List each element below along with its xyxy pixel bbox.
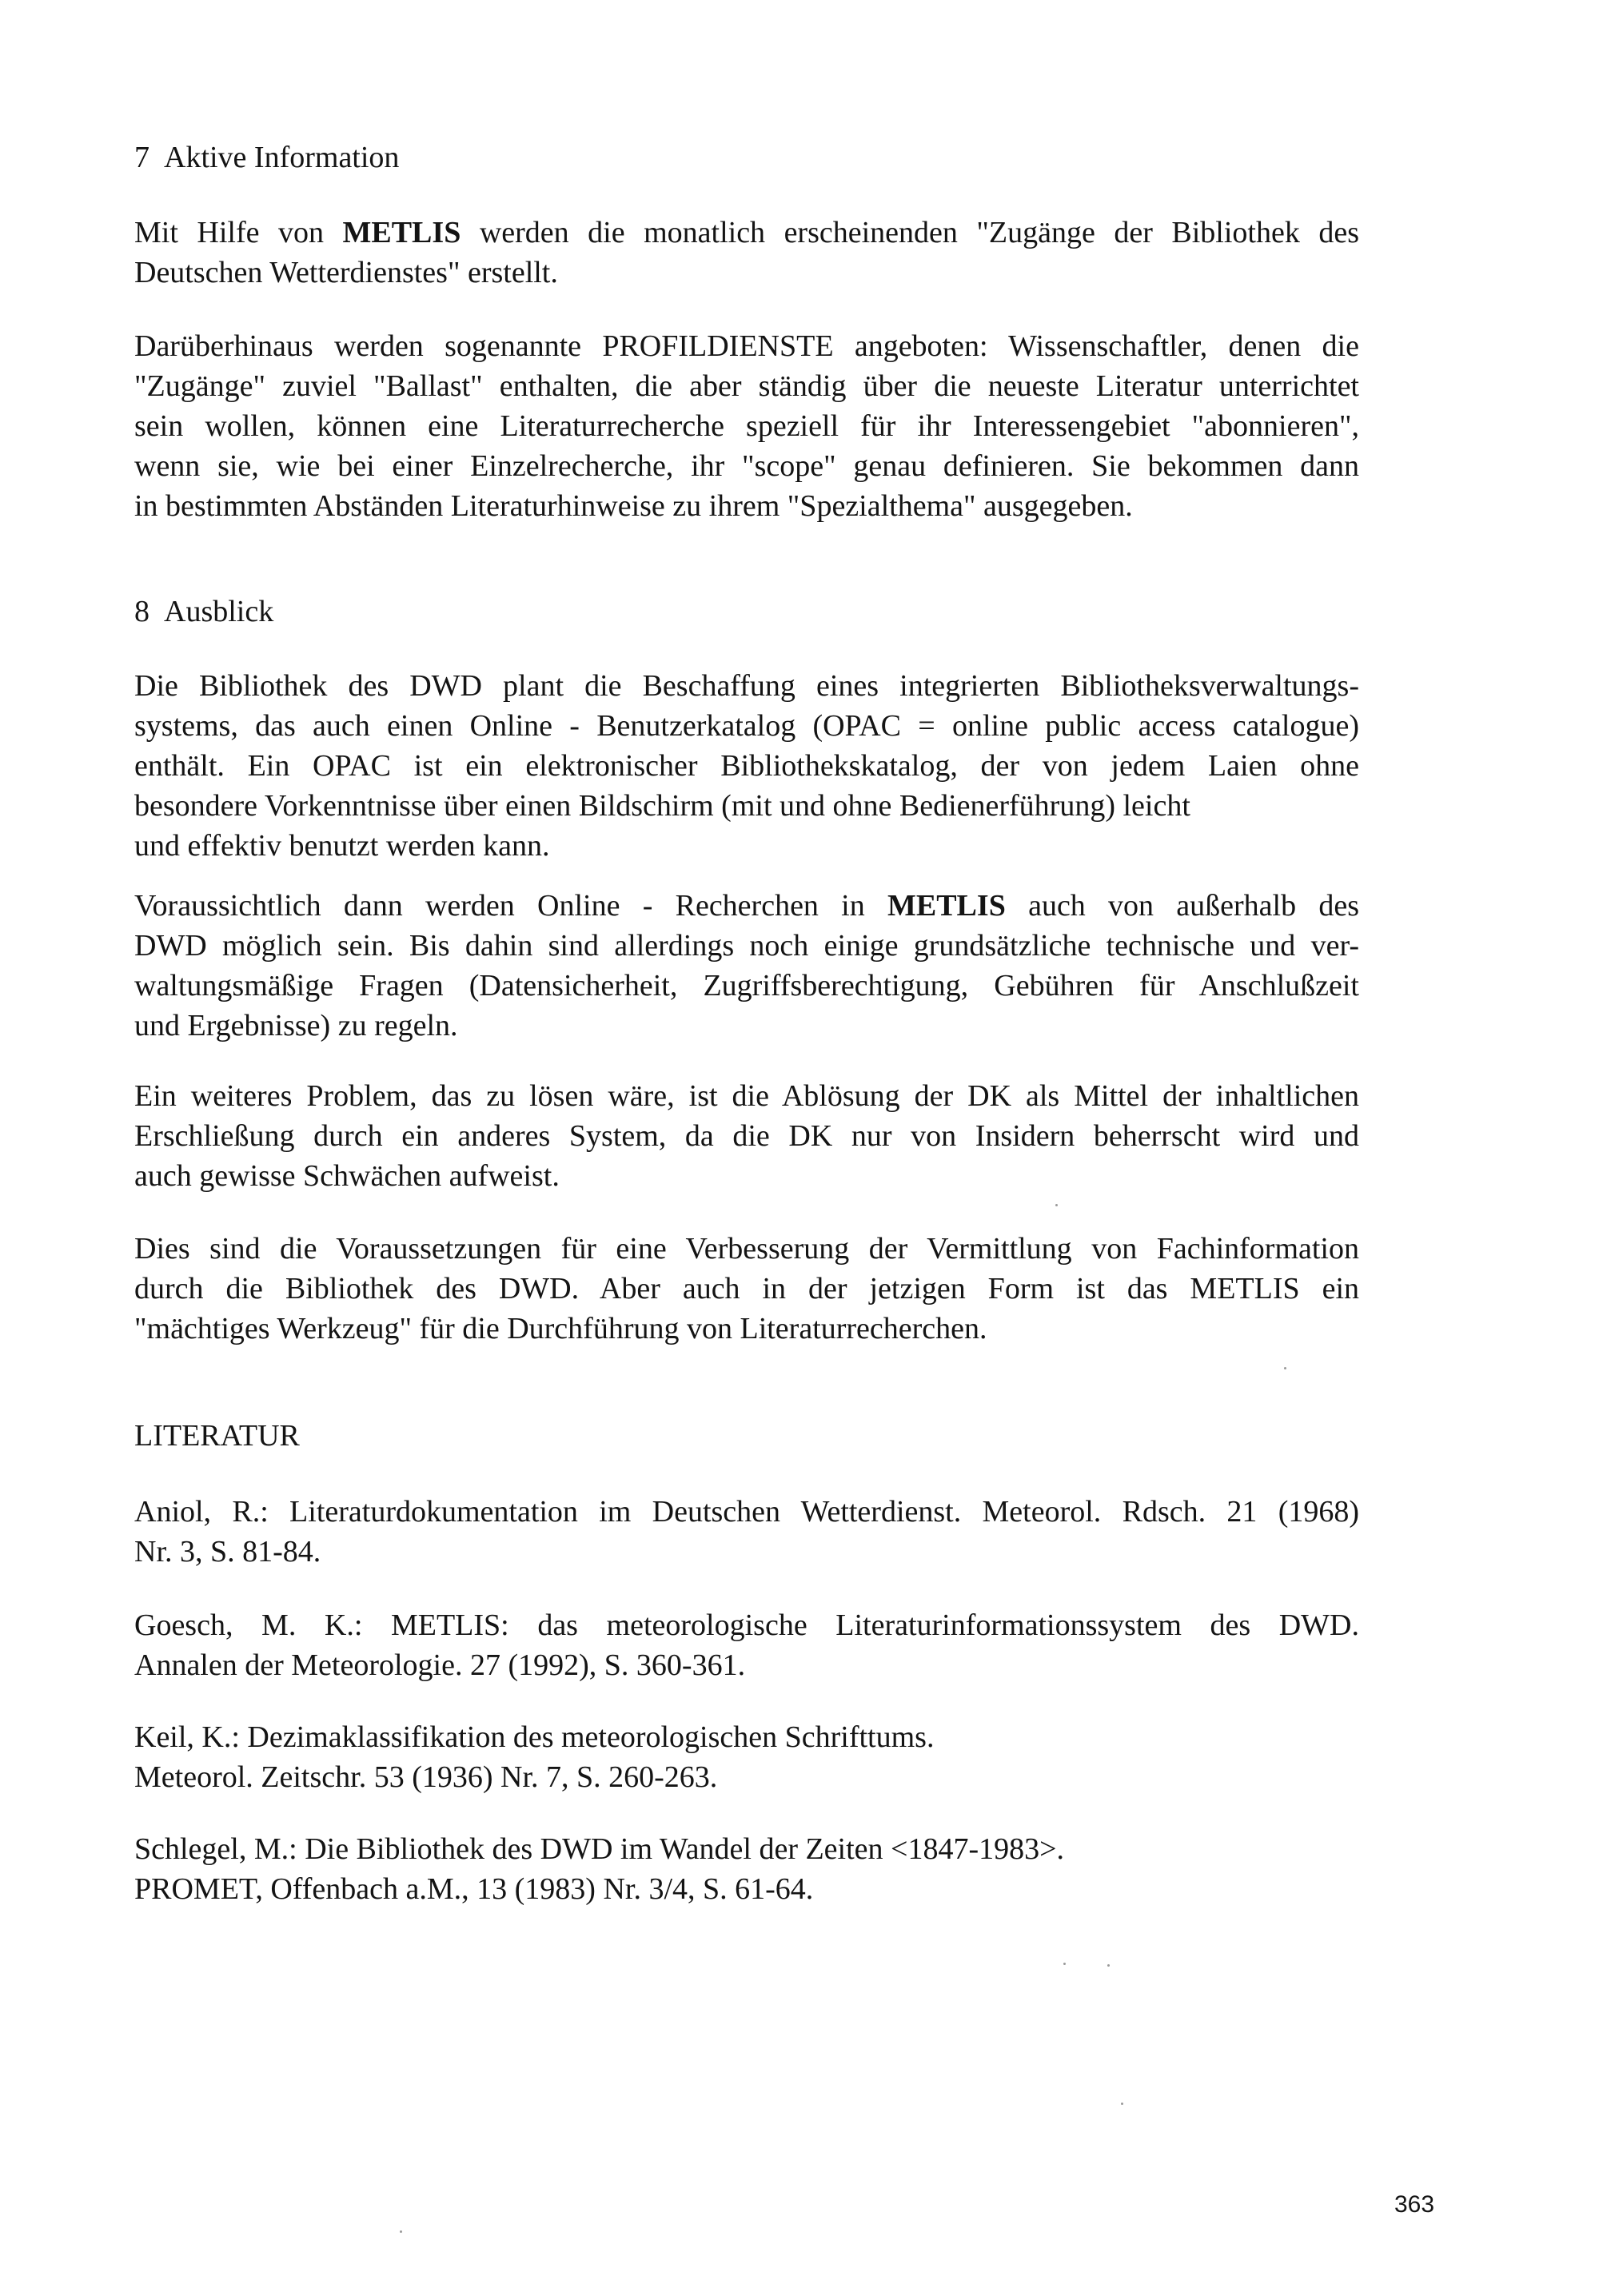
- paragraph-line: DWD möglich sein. Bis dahin sind allerdings noch einige grundsätzliche technische und ver-: [134, 929, 1359, 963]
- section-7-heading: [134, 138, 399, 177]
- paragraph-line: durch die Bibliothek des DWD. Aber auch in der jetzigen Form ist das METLIS ein: [134, 1272, 1359, 1305]
- paragraph-line: [134, 886, 1359, 926]
- text-run: Voraussichtlich dann werden Online - Recherchen in: [134, 889, 887, 923]
- paragraph-line: Darüberhinaus werden sogenannte PROFILDIENSTE angeboten: Wissenschaftler, denen die: [134, 329, 1359, 363]
- paragraph-line: systems, das auch einen Online - Benutzerkatalog (OPAC = online public access catalogue): [134, 709, 1359, 743]
- paragraph-line: sein wollen, können eine Literaturrecherche speziell für ihr Interessengebiet "abonnieren",: [134, 409, 1359, 443]
- paragraph-line: und effektiv benutzt werden kann.: [134, 829, 550, 863]
- reference-line: Keil, K.: Dezimaklassifikation des meteorologischen Schrifttums.: [134, 1720, 935, 1754]
- paragraph-line: auch gewisse Schwächen aufweist.: [134, 1159, 560, 1193]
- section-8-heading: [134, 592, 273, 632]
- scan-speck: [1284, 1367, 1286, 1369]
- paragraph-line: Die Bibliothek des DWD plant die Beschaffung eines integrierten Bibliotheksverwaltungs-: [134, 669, 1359, 703]
- reference-line: Meteorol. Zeitschr. 53 (1936) Nr. 7, S. 260-263.: [134, 1760, 718, 1794]
- section-8-number: 8: [134, 595, 150, 628]
- reference-line: Schlegel, M.: Die Bibliothek des DWD im Wandel der Zeiten <1847-1983>.: [134, 1832, 1065, 1866]
- paragraph-line: und Ergebnisse) zu regeln.: [134, 1009, 458, 1042]
- text-run: werden die monatlich erscheinenden "Zugänge der Bibliothek des: [461, 216, 1359, 249]
- section-8-paragraph-4: [134, 1229, 1359, 1349]
- section-7-paragraph-2: [134, 326, 1359, 526]
- scan-speck: [1107, 1964, 1110, 1967]
- metlis-term: METLIS: [887, 889, 1006, 923]
- paragraph-line: [134, 213, 1359, 253]
- literatur-title: LITERATUR: [134, 1419, 300, 1453]
- scan-speck: [1063, 1963, 1066, 1965]
- paragraph-line: "mächtiges Werkzeug" für die Durchführung von Literaturrecherchen.: [134, 1312, 987, 1345]
- section-8-title: Ausblick: [164, 595, 274, 628]
- scan-speck: [1121, 2103, 1123, 2105]
- reference-line: Annalen der Meteorologie. 27 (1992), S. 360-361.: [134, 1648, 746, 1682]
- paragraph-line: besondere Vorkenntnisse über einen Bildschirm (mit und ohne Bedienerführung) leicht: [134, 789, 1190, 823]
- reference-schlegel: [134, 1829, 1359, 1909]
- paragraph-line: Erschließung durch ein anderes System, da die DK nur von Insidern beherrscht wird und: [134, 1119, 1359, 1153]
- reference-goesch: [134, 1605, 1359, 1685]
- section-7-paragraph-1: [134, 213, 1359, 293]
- paragraph-line: enthält. Ein OPAC ist ein elektronischer Bibliothekskatalog, der von jedem Laien ohne: [134, 749, 1359, 783]
- text-run: Mit Hilfe von: [134, 216, 343, 249]
- metlis-term: METLIS: [342, 216, 461, 249]
- reference-line: Goesch, M. K.: METLIS: das meteorologische Literaturinformationssystem des DWD.: [134, 1608, 1359, 1642]
- paragraph-line: Deutschen Wetterdienstes" erstellt.: [134, 256, 558, 289]
- literatur-heading: [134, 1416, 300, 1456]
- scan-speck: [400, 2230, 402, 2233]
- paragraph-line: Ein weiteres Problem, das zu lösen wäre, ist die Ablösung der DK als Mittel der inhaltlichen: [134, 1079, 1359, 1113]
- reference-line: PROMET, Offenbach a.M., 13 (1983) Nr. 3/4, S. 61-64.: [134, 1872, 814, 1906]
- reference-line: Aniol, R.: Literaturdokumentation im Deutschen Wetterdienst. Meteorol. Rdsch. 21 (1968): [134, 1495, 1359, 1529]
- paragraph-line: "Zugänge" zuviel "Ballast" enthalten, die aber ständig über die neueste Literatur unterrichtet: [134, 369, 1359, 403]
- section-7-title: Aktive Information: [164, 141, 400, 174]
- reference-aniol: [134, 1492, 1359, 1572]
- paragraph-line: in bestimmten Abständen Literaturhinweise zu ihrem "Spezialthema" ausgegeben.: [134, 489, 1133, 523]
- section-8-paragraph-2: [134, 886, 1359, 1046]
- reference-line: Nr. 3, S. 81-84.: [134, 1535, 321, 1569]
- page-number: 363: [1394, 2191, 1435, 2218]
- text-run: auch von außerhalb des: [1005, 889, 1360, 923]
- reference-keil: [134, 1717, 1359, 1797]
- section-7-number: 7: [134, 141, 150, 174]
- paragraph-line: wenn sie, wie bei einer Einzelrecherche, ihr "scope" genau definieren. Sie bekommen dann: [134, 449, 1359, 483]
- paragraph-line: waltungsmäßige Fragen (Datensicherheit, Zugriffsberechtigung, Gebühren für Anschlußzeit: [134, 969, 1359, 1003]
- section-8-paragraph-3: [134, 1076, 1359, 1196]
- section-8-paragraph-1: [134, 666, 1359, 866]
- paragraph-line: Dies sind die Voraussetzungen für eine Verbesserung der Vermittlung von Fachinformation: [134, 1232, 1359, 1266]
- scan-speck: [1055, 1204, 1058, 1206]
